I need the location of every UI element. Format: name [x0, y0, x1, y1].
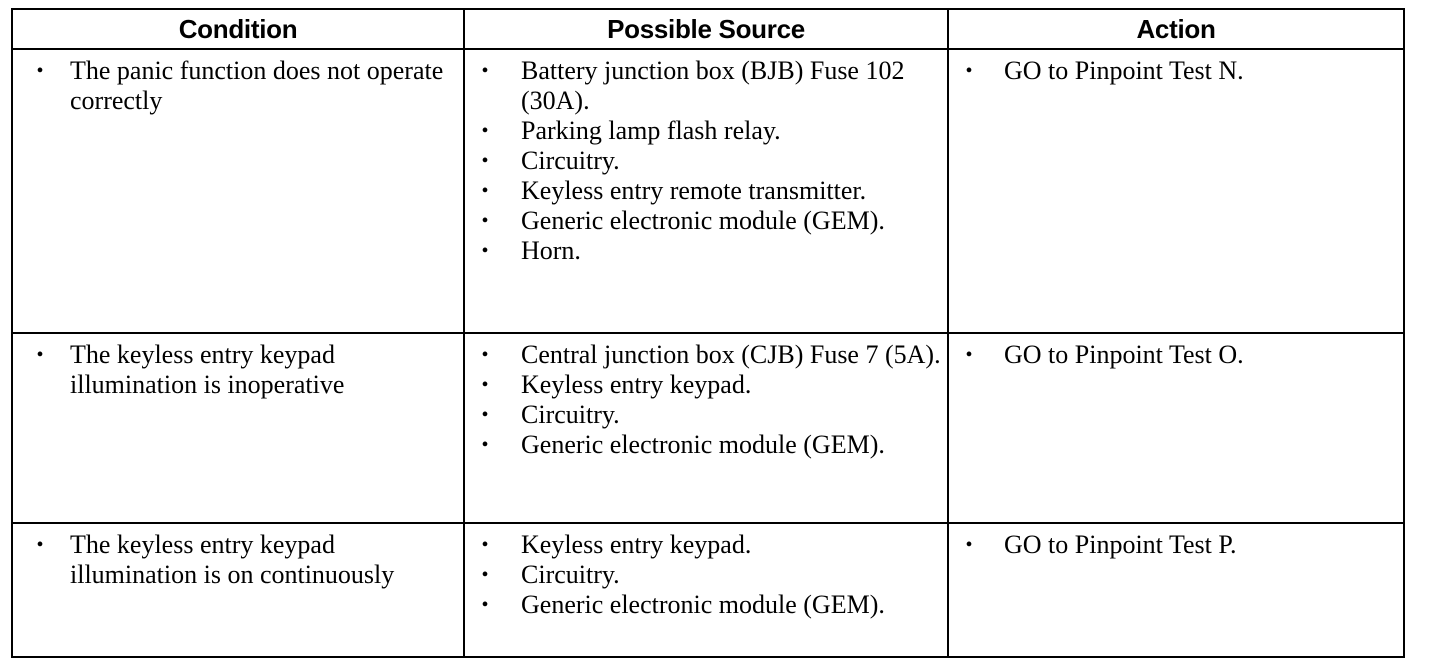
bullet-icon: • [36, 534, 44, 556]
list-item [465, 206, 947, 236]
source-text: Central junction box (CJB) Fuse 7 (5A). [521, 340, 941, 369]
bullet-icon: • [481, 434, 489, 456]
list-item [465, 176, 947, 206]
action-text: GO to Pinpoint Test P. [1004, 530, 1237, 559]
action-cell [948, 333, 1404, 523]
list-item [465, 146, 947, 176]
list-item [465, 340, 947, 370]
condition-cell [12, 49, 464, 333]
bullet-icon: • [481, 60, 489, 82]
condition-text: The panic function does not operate correctly [70, 56, 444, 115]
list-item [949, 56, 1403, 86]
bullet-icon: • [481, 404, 489, 426]
list-item [465, 116, 947, 146]
list-item [13, 340, 463, 400]
diagnostic-table [11, 8, 1405, 658]
header-action: Action [948, 9, 1404, 49]
condition-list [13, 524, 463, 590]
bullet-icon: • [965, 344, 973, 366]
source-text: Circuitry. [521, 560, 620, 589]
condition-list [13, 50, 463, 116]
source-cell [464, 49, 948, 333]
source-text: Circuitry. [521, 146, 620, 175]
source-text: Circuitry. [521, 400, 620, 429]
list-item [465, 560, 947, 590]
bullet-icon: • [965, 60, 973, 82]
table-row [12, 49, 1404, 333]
source-cell [464, 333, 948, 523]
bullet-icon: • [965, 534, 973, 556]
list-item [465, 430, 947, 460]
source-text: Generic electronic module (GEM). [521, 206, 885, 235]
source-cell [464, 523, 948, 657]
bullet-icon: • [481, 374, 489, 396]
source-text: Horn. [521, 236, 581, 265]
condition-cell [12, 523, 464, 657]
source-list [465, 334, 947, 460]
list-item [13, 530, 463, 590]
bullet-icon: • [36, 344, 44, 366]
header-condition: Condition [12, 9, 464, 49]
header-row [12, 9, 1404, 49]
list-item [949, 340, 1403, 370]
bullet-icon: • [481, 534, 489, 556]
list-item [465, 370, 947, 400]
bullet-icon: • [481, 210, 489, 232]
bullet-icon: • [36, 60, 44, 82]
source-text: Generic electronic module (GEM). [521, 590, 885, 619]
list-item [465, 530, 947, 560]
list-item [465, 590, 947, 620]
bullet-icon: • [481, 344, 489, 366]
bullet-icon: • [481, 120, 489, 142]
condition-text: The keyless entry keypad illumination is inoperative [70, 340, 345, 399]
source-text: Keyless entry keypad. [521, 530, 752, 559]
list-item [949, 530, 1403, 560]
table-row [12, 523, 1404, 657]
action-text: GO to Pinpoint Test N. [1004, 56, 1244, 85]
list-item [465, 56, 947, 116]
bullet-icon: • [481, 150, 489, 172]
source-text: Battery junction box (BJB) Fuse 102 (30A). [521, 56, 905, 115]
source-text: Keyless entry remote transmitter. [521, 176, 867, 205]
action-list [949, 50, 1403, 86]
bullet-icon: • [481, 180, 489, 202]
table-row [12, 333, 1404, 523]
action-list [949, 524, 1403, 560]
header-possible-source: Possible Source [464, 9, 948, 49]
bullet-icon: • [481, 564, 489, 586]
action-cell [948, 523, 1404, 657]
source-text: Parking lamp flash relay. [521, 116, 781, 145]
condition-list [13, 334, 463, 400]
condition-text: The keyless entry keypad illumination is on continuously [70, 530, 395, 589]
source-text: Generic electronic module (GEM). [521, 430, 885, 459]
action-list [949, 334, 1403, 370]
list-item [13, 56, 463, 116]
source-list [465, 50, 947, 266]
bullet-icon: • [481, 240, 489, 262]
source-text: Keyless entry keypad. [521, 370, 752, 399]
action-cell [948, 49, 1404, 333]
condition-cell [12, 333, 464, 523]
action-text: GO to Pinpoint Test O. [1004, 340, 1244, 369]
list-item [465, 400, 947, 430]
bullet-icon: • [481, 594, 489, 616]
list-item [465, 236, 947, 266]
source-list [465, 524, 947, 620]
